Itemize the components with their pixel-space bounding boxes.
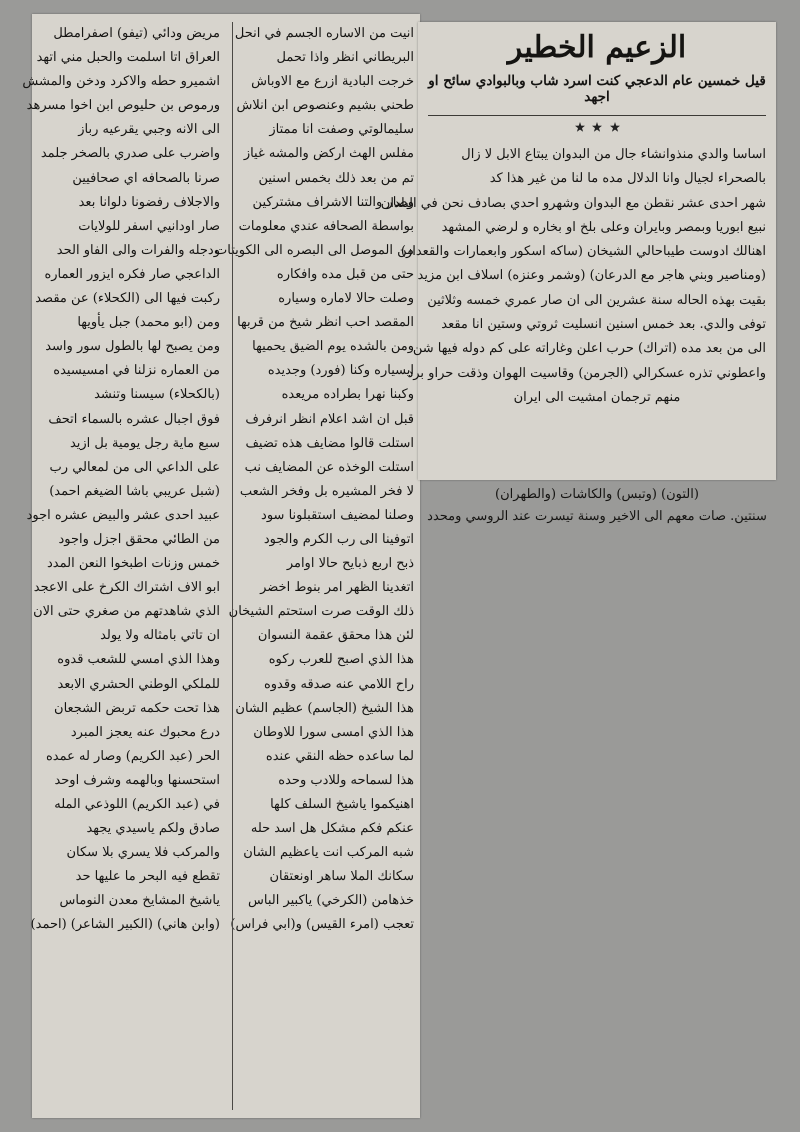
text-line: شهر احدى عشر نقطن مع البدوان وشهرو احدي بصادف نحن في البلدان <box>380 195 766 211</box>
text-line: فوق اجبال عشره بالسماء اتحف <box>48 411 220 427</box>
text-line: حتى من قبل مده وافكاره <box>276 266 414 282</box>
text-line: وصلت حالا لاماره وسياره <box>278 291 414 307</box>
text-line: اهنيكموا ياشيخ السلف كلها <box>270 797 414 812</box>
right-verse-column <box>215 22 414 938</box>
text-line: استلت الوخذه عن المضايف نب <box>244 459 414 475</box>
text-line: وكبنا نهرا بطراده مريعده <box>281 387 414 403</box>
text-line: (التون) (وتبس) والكاشات (والطهران) <box>495 487 699 502</box>
text-line: منهم ترجمان امشيت الى ايران <box>513 389 681 405</box>
text-line: توفى والدي. بعد خمس اسنين انسليت ثروتي وستين انا مقعد <box>441 317 766 333</box>
text-line: هذا الذي اصبح للعرب ركوه <box>268 652 414 668</box>
text-line: اتغدينا الظهر امر بنوط اخضر <box>260 580 414 596</box>
text-line: عبيد احدى عشر والبيض عشره اجود <box>26 507 220 523</box>
text-line: هذا لسماحه وللادب وحده <box>278 772 414 788</box>
text-line: واعطوني تذره عسكرالي (الجرمن) وقاسيت الهوان وذقت حراو برد <box>407 365 766 381</box>
intro-paragraph <box>380 143 766 410</box>
text-line: مفلس الهث ارکض والمشه غياز <box>243 146 414 162</box>
text-line: ابو الاف اشتراك الكرخ على الاعجد <box>33 580 220 596</box>
article-deck: قيل خمسين عام الدعجي كنت اسرد شاب وبالبوادي سائح او اجهد <box>428 73 766 116</box>
text-line: صار اودانيي اسفر للولايات <box>78 218 220 234</box>
text-line: على الداعي الى من لمعالي رب <box>49 459 220 475</box>
text-line: من الموصل الى البصره الى الكويتات <box>215 242 414 258</box>
text-line: سبع ماية رجل يومية بل ازيد <box>69 435 220 451</box>
star-ornament <box>428 122 766 135</box>
text-line: ركبت فيها الى (الكحلاء) عن مقصد <box>35 291 220 307</box>
text-line: صادق ولكم ياسيدي يجهد <box>86 821 220 837</box>
text-line: (ومناصير وبني هاجر مع الدرعان) (وشمر وعنزه) اسلاف ابن مزيد <box>417 268 766 284</box>
text-line: شبه المركب انت ياعظيم الشان <box>243 845 414 861</box>
text-line: ذبح اربع ذبايح حالا اوامر <box>286 556 414 572</box>
text-line: اتوفينا الى رب الكرم والجود <box>263 531 414 547</box>
text-line: بالصحراء لجيال وانا الدلال مده ما لنا من غير هذا كد <box>489 171 766 187</box>
two-column-body <box>22 22 414 1110</box>
text-line: ومن بالشده يوم الضيق يحميها <box>252 339 414 355</box>
text-line: خذهامن (الكرخي) ياكبير الباس <box>248 893 414 909</box>
headline-clipping <box>380 22 776 480</box>
text-line: ياشيخ المشايخ معدن النوماس <box>59 893 220 909</box>
text-line: الذي شاهدتهم من صغري حتى الان <box>33 604 220 620</box>
text-line: ورموص بن حليوص ابن اخوا مسرهد <box>26 98 220 114</box>
text-line: خرجت البادية ازرع مع الاوباش <box>251 74 414 90</box>
star-icon <box>592 122 602 132</box>
text-line: (شبل عريبي باشا الضيغم احمد) <box>49 483 220 499</box>
text-line: تم من بعد ذلك بخمس اسنين <box>258 170 414 186</box>
text-line: الحر (عبد الكريم) وصار له عمده <box>45 748 220 764</box>
text-line: راح اللامي عنه صدقه وقدوه <box>263 676 414 692</box>
text-line: عنكم فكم مشكل هل اسد حله <box>250 821 414 837</box>
text-line: والمركب فلا يسري بلا سكان <box>66 845 220 861</box>
text-line: ان تاتي بامثاله ولا يولد <box>100 628 220 644</box>
article-headline: الزعيم الخطير <box>507 30 687 65</box>
text-line: واضرب على صدري بالصخر جلمد <box>40 146 220 162</box>
text-line: اهنالك ادوست طيباحالي الشيخان (ساكه اسكور وابعمارات والقعداز) <box>400 244 766 260</box>
text-line: (بالكحلاء) سيسنا وتنشد <box>94 387 220 403</box>
text-line: انيت من الاساره الجسم في انحل <box>234 26 414 41</box>
text-line: ومن (ابو محمد) جبل يأويها <box>77 315 220 331</box>
article-continuation-clipping <box>22 14 420 1118</box>
intro-footer <box>418 484 776 528</box>
text-line: قبل ان اشد اعلام انظر انرفرف <box>245 411 414 427</box>
text-line: هذا الذي امسى سورا للاوطان <box>253 724 414 740</box>
text-line: الى الانه وجبي يقرعيه رباز <box>78 122 220 138</box>
text-line: خمس وزنات اطبخوا النعن المدد <box>47 556 220 572</box>
text-line: في (عبد الكريم) اللوذعي المله <box>54 797 220 812</box>
text-line: درع محبوك عنه يعجز المبرد <box>70 724 220 740</box>
column-divider <box>232 22 233 1110</box>
text-line: استحسنها وبالهمه وشرف اوحد <box>54 772 220 788</box>
text-line: الى من بعد مده (اتراك) حرب اعلن وغاراته على كم دوله فيها شن <box>412 341 766 357</box>
star-icon <box>575 122 585 132</box>
text-line: للملكي الوطني الحشري الابعد <box>57 676 220 692</box>
text-line: صرنا بالصحافه اي صحافيين <box>72 170 220 186</box>
text-line: المقصد احب انظر شيخ من قربها <box>237 315 414 331</box>
text-line: لا فخر المشيره بل وفخر الشعب <box>239 483 414 499</box>
text-line: تقطع فيه البحر ما عليها حد <box>75 869 220 885</box>
text-line: لئن هذا محقق عقمة النسوان <box>257 628 414 644</box>
text-line: سكانك الملا ساهر اونعتقان <box>269 869 414 885</box>
text-line: ومن يصبح لها بالطول سور واسد <box>45 339 220 355</box>
text-line: وصار والتنا الاشراف مشتركين <box>252 194 414 210</box>
text-line: هذا الشيخ (الجاسم) عظيم الشان <box>235 700 414 716</box>
text-line: العراق اتا اسلمت والحبل مني اتهد <box>36 50 220 66</box>
text-line: البريطاني انظر واذا تحمل <box>276 50 414 66</box>
text-line: سليمالوتي وصفت انا ممتاز <box>269 122 414 138</box>
text-line: طحني بشيم وعنصوص ابن انلاش <box>236 98 414 114</box>
text-line: وصلنا لمضيف استقبلونا سود <box>261 507 414 523</box>
headline-block <box>380 30 766 472</box>
text-line: مريض ودائي (تيفو) اصفرامطل <box>53 26 220 41</box>
text-line: ودجله والفرات والى الفاو الحد <box>56 242 220 258</box>
text-line: استلت قالوا مضايف هذه تضيف <box>245 435 414 451</box>
text-line: هذا تحت حكمه تربض الشجعان <box>54 700 220 716</box>
text-line: ايسياره وكنا (فورد) وجديده <box>267 363 414 379</box>
text-line: من العماره نزلنا في امسيسيده <box>53 363 220 379</box>
text-line: اشميرو حطه والاكرد ودخن والمشش <box>22 74 220 90</box>
text-line: سنتين. صات معهم الى الاخير وسنة تيسرت عند الروسي ومحدد <box>427 509 767 524</box>
text-line: اساسا والدي منذوانشاء جال من البدوان يبتاع الابل لا زال <box>461 147 766 162</box>
star-icon <box>610 122 620 132</box>
text-line: نبيع ابوريا وبمصر وبايران وعلى بلخ او بخاره و لرضي المشهد <box>441 219 766 235</box>
text-line: ذلك الوقت صرت استحتم الشيخان <box>228 604 414 620</box>
text-line: (وابن هاني) (الكبير الشاعر) (احمد) <box>30 917 220 933</box>
text-line: من الطائي محقق اجزل واجود <box>58 531 220 547</box>
text-line: وهذا الذي امسي للشعب قدوه <box>57 652 220 668</box>
text-line: تعجب (امرء القيس) و(ابي فراس) <box>230 917 414 933</box>
text-line: والاجلاف رفضونا دلوانا بعد <box>78 194 220 210</box>
text-line: بواسطة الصحافه عندي معلومات <box>238 218 414 234</box>
text-line: الداعجي صار فكره ايزور العماره <box>44 266 220 282</box>
left-verse-column <box>22 22 220 938</box>
text-line: لما ساعده حظه النقي عنده <box>265 748 414 764</box>
text-line: بقيت بهذه الحاله سنة عشرين الى ان صار عمري خمسه وثلاثين <box>427 292 766 308</box>
